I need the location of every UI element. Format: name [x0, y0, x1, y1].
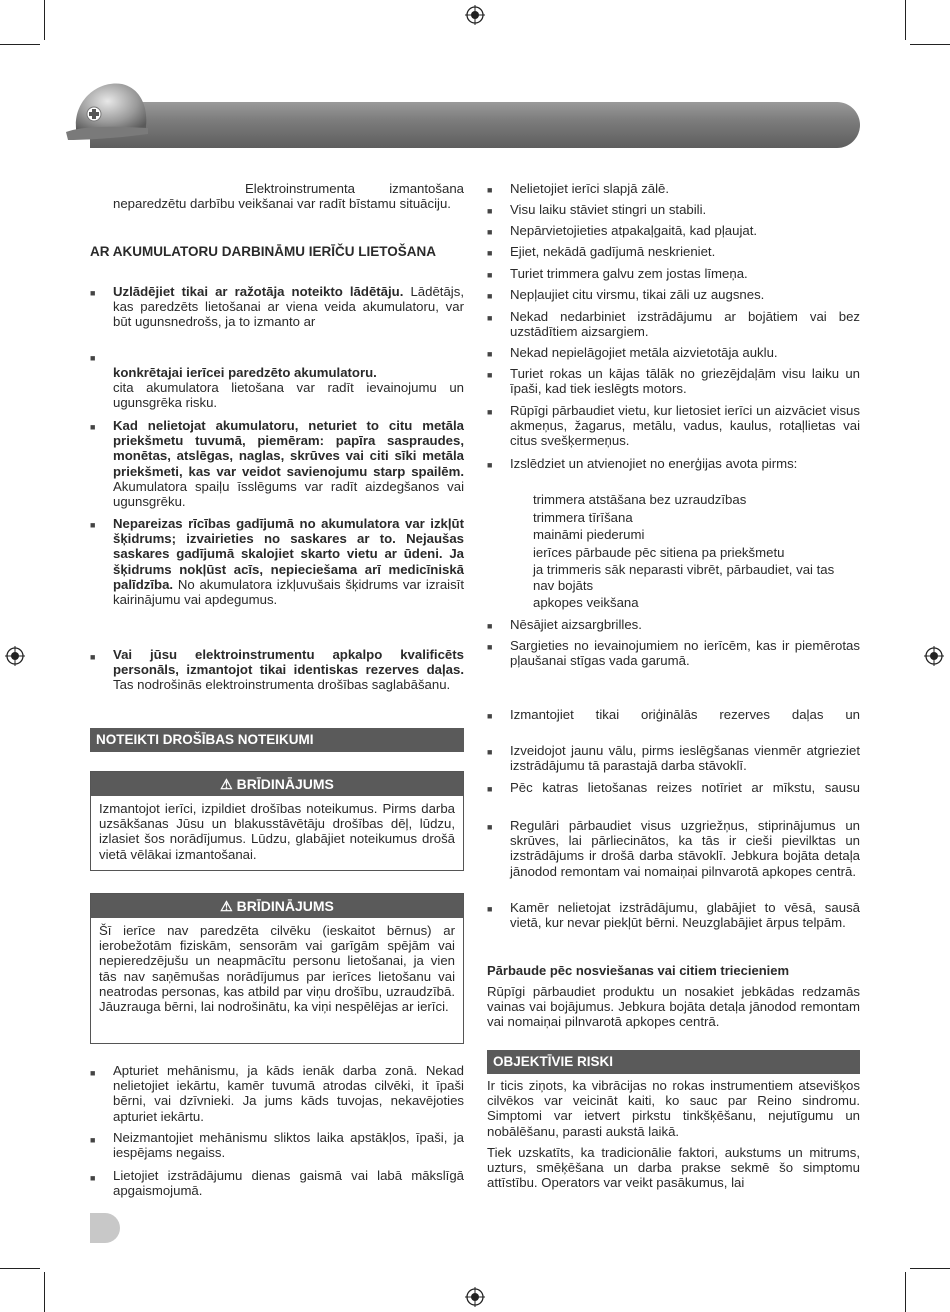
bullet-icon: ■: [487, 822, 493, 832]
bullet-icon: ■: [90, 1068, 96, 1078]
bullet-item: Izveidojot jaunu vālu, pirms ieslēgšanas vienmēr atgrieziet izstrādājumu tā parastajā darba stāvoklī.: [510, 743, 860, 774]
header-banner: [90, 102, 860, 148]
bullet-item: Sargieties no ievainojumiem no ierīcēm, kas ir piemērotas pļaušanai stīgas vada garumā.: [510, 638, 860, 669]
bullet-icon: ■: [90, 353, 96, 363]
check-paragraph: Rūpīgi pārbaudiet produktu un nosakiet jebkādas redzamās vainas vai bojājumus. Jebkura bojāta detaļa jānodod remontam vai nomaiņai pilnvarotā apkopes centrā.: [487, 984, 860, 1030]
bullet-item: Izslēdziet un atvienojiet no enerģijas avota pirms:: [510, 456, 798, 471]
bullet-item: Regulāri pārbaudiet visus uzgriežņus, stiprinājumus un skrūves, lai pārliecinātos, ka tās ir cieši pievilktas un izstrādājums ir drošā darba stāvoklī. Jebkura bojāta detaļa jānodod remontam vai nomaiņai pilnvarotā apkopes centrā.: [510, 818, 860, 879]
bullet-icon: ■: [90, 652, 96, 662]
sub-list-item: trimmera tīrīšana: [533, 509, 633, 525]
warning-text: Šī ierīce nav paredzēta cilvēku (ieskaitot bērnus) ar ierobežotām fiziskām, sensorām vai garīgām spējām vai nepieredzējušu un neapmācītu personu lietošanai, ja vien tās nav saņēmušas norādījumus par ierīces lietošanu vai neatrodas personas, kas atbild par viņu drošību, uzraudzībā. Jāuzrauga bērni, lai nodrošinātu, ka viņi nespēlējas ar ierīci.: [99, 923, 455, 1015]
bullet-item: Turiet trimmera galvu zem jostas līmeņa.: [510, 266, 748, 281]
registration-mark-icon: [465, 5, 485, 25]
bullet-item: Lietojiet izstrādājumu dienas gaismā vai labā mākslīgā apgaismojumā.: [113, 1168, 464, 1199]
crop-mark: [910, 1268, 950, 1269]
bullet-icon: ■: [487, 227, 493, 237]
warning-label: BRĪDINĀJUMS: [236, 898, 334, 914]
bullet-item: Rūpīgi pārbaudiet vietu, kur lietosiet ierīci un aizvāciet visus akmeņus, žagarus, metālu, vadus, kaulus, rotaļlietas vai citus svešķermeņus.: [510, 403, 860, 449]
crop-mark: [44, 1272, 45, 1312]
bullet-text: Tas nodrošinās elektroinstrumenta drošības saglabāšanu.: [113, 677, 451, 693]
warning-text: Izmantojot ierīci, izpildiet drošības noteikumus. Pirms darba uzsākšanas Jūsu un blakusstāvētāju drošības dēļ, lūdzu, izlasiet šos norādījumus. Lūdzu, glabājiet noteikumus drošā vietā vēlākai izmantošanai.: [99, 801, 455, 862]
bullet-icon: ■: [487, 313, 493, 323]
sub-list-item: apkopes veikšana: [533, 594, 639, 610]
bullet-item: Neizmantojiet mehānismu sliktos laika apstākļos, īpaši, ja iespējams negaiss.: [113, 1130, 464, 1161]
bullet-item: [113, 418, 464, 509]
check-heading: Pārbaude pēc nosviešanas vai citiem triecieniem: [487, 963, 790, 978]
sub-list-item: nav bojāts: [533, 577, 594, 593]
warning-icon: ⚠: [220, 776, 233, 792]
bullet-icon: ■: [487, 904, 493, 914]
bullet-bold-text: Kad nelietojat akumulatoru, neturiet to citu metāla priekšmetu tuvumā, piemēram: papīra saspraudes, monētas, atslēgas, naglas, skrūves vai citi sīki metāla priekšmeti, kas var veidot savienojumu starp spailēm.: [113, 418, 464, 479]
bullet-icon: ■: [90, 1135, 96, 1145]
bullet-text: cita akumulatora lietošana var radīt ievainojumu un ugunsgrēka risku.: [113, 380, 464, 411]
bullet-item: Nēsājiet aizsargbrilles.: [510, 617, 642, 632]
bullet-item: Turiet rokas un kājas tālāk no griezējdaļām visu laiku un īpaši, kad tiek ieslēgts motors.: [510, 366, 860, 397]
bullet-icon: ■: [90, 422, 96, 432]
warning-icon: ⚠: [220, 898, 233, 914]
bullet-bold-text: konkrētajai ierīcei paredzēto akumulatoru.: [113, 365, 377, 380]
sub-list-item: maināmi piederumi: [533, 527, 645, 543]
crop-mark: [910, 44, 950, 45]
bullet-icon: ■: [487, 784, 493, 794]
bullet-item: Izmantojiet tikai oriģinālās rezerves daļas un: [510, 707, 860, 722]
warning-box: [90, 893, 464, 1044]
page-number-tab: [90, 1213, 120, 1243]
bullet-icon: ■: [487, 460, 493, 470]
sub-list: [533, 491, 860, 611]
risks-paragraph: Tiek uzskatīts, ka tradicionālie faktori, aukstums un mitrums, uzturs, smēķēšana un darba prakse sekmē šo simptomu attīstību. Operators var veikt pasākumus, lai: [487, 1145, 860, 1191]
battery-section-heading: AR AKUMULATORU DARBINĀMU IERĪČU LIETOŠANA: [90, 244, 436, 259]
bullet-icon: ■: [487, 349, 493, 359]
risks-paragraph: Ir ticis ziņots, ka vibrācijas no rokas instrumentiem atsevišķos cilvēkos var veicināt kaiti, ko sauc par Reino sindromu. Simptomi var ietvert pirkstu tinkšķēšanu, nejutīgumu un nobālēšanu, parasti aukstā laikā.: [487, 1078, 860, 1139]
intro-paragraph: Elektroinstrumenta izmantošana neparedzētu darbību veikšanai var radīt bīstamu situāciju.: [113, 181, 464, 212]
bullet-icon: ■: [487, 370, 493, 380]
sub-list-item: ierīces pārbaude pēc sitiena pa priekšmetu: [533, 544, 785, 560]
bullet-icon: ■: [90, 520, 96, 530]
registration-mark-icon: [465, 1287, 485, 1307]
rules-section-heading: NOTEIKTI DROŠĪBAS NOTEIKUMI: [90, 728, 464, 752]
bullet-item: Nekad nepielāgojiet metāla aizvietotāja auklu.: [510, 345, 778, 360]
warning-header: [91, 894, 463, 918]
bullet-item: Pēc katras lietošanas reizes notīriet ar mīkstu, sausu: [510, 780, 860, 795]
sub-list-item: trimmera atstāšana bez uzraudzības: [533, 492, 747, 507]
warning-label: BRĪDINĀJUMS: [236, 776, 334, 792]
bullet-bold-text: Uzlādējiet tikai ar ražotāja noteikto lādētāju.: [113, 284, 404, 299]
bullet-item: Nepārvietojieties atpakaļgaitā, kad pļaujat.: [510, 223, 758, 238]
bullet-icon: ■: [90, 288, 96, 298]
bullet-item: [113, 284, 464, 330]
bullet-text: No akumulatora izkļuvušais šķidrums var izraisīt kairinājumu vai apdegumus.: [113, 576, 465, 608]
crop-mark: [905, 0, 906, 40]
bullet-icon: ■: [487, 621, 493, 631]
warning-box: [90, 771, 464, 871]
bullet-icon: ■: [487, 185, 493, 195]
bullet-bold-text: Vai jūsu elektroinstrumentu apkalpo kvalificēts personāls, izmantojot tikai identiskas rezerves daļas.: [113, 647, 464, 678]
bullet-item: Apturiet mehānismu, ja kāds ienāk darba zonā. Nekad nelietojiet iekārtu, kamēr tuvumā atrodas cilvēki, it īpaši bērni, vai dzīvnieki. Ja jums kāds tuvojas, nekavējoties apturiet iekārtu.: [113, 1063, 464, 1124]
crop-mark: [905, 1272, 906, 1312]
bullet-item: [113, 516, 464, 607]
bullet-item: Nelietojiet ierīci slapjā zālē.: [510, 181, 670, 196]
bullet-icon: ■: [487, 270, 493, 280]
bullet-item: Kamēr nelietojat izstrādājumu, glabājiet to vēsā, sausā vietā, kur nevar piekļūt bērni. Neuzglabājiet ārpus telpām.: [510, 900, 860, 931]
bullet-item: [113, 365, 464, 411]
warning-header: [91, 772, 463, 796]
bullet-icon: ■: [487, 711, 493, 721]
bullet-text: Akumulatora spaiļu īsslēgums var radīt aizdegšanos vai ugunsgrēku.: [113, 478, 464, 510]
bullet-icon: ■: [487, 206, 493, 216]
registration-mark-icon: [924, 646, 944, 666]
bullet-item: Nekad nedarbiniet izstrādājumu ar bojātiem vai bez uzstādītiem aizsargiem.: [510, 309, 860, 340]
bullet-icon: ■: [487, 291, 493, 301]
crop-mark: [0, 44, 40, 45]
bullet-icon: ■: [90, 1173, 96, 1183]
bullet-icon: ■: [487, 747, 493, 757]
crop-mark: [44, 0, 45, 40]
bullet-item: Ejiet, nekādā gadījumā neskrieniet.: [510, 244, 716, 259]
bullet-item: Visu laiku stāviet stingri un stabili.: [510, 202, 707, 217]
risks-section-heading: OBJEKTĪVIE RISKI: [487, 1050, 860, 1074]
bullet-icon: ■: [487, 407, 493, 417]
bullet-bold-text: Nepareizas rīcības gadījumā no akumulatora var izkļūt šķidrums; izvairieties no saskares ar to. Nejaušas saskares gadījumā skalojiet skarto vietu ar ūdeni. Ja šķidrums nokļūst acīs, nepieciešama arī medicīniskā palīdzība.: [113, 516, 464, 592]
bullet-item: Nepļaujiet citu virsmu, tikai zāli uz augsnes.: [510, 287, 765, 302]
crop-mark: [0, 1268, 40, 1269]
bullet-text: Lādētājs, kas paredzēts lietošanai ar viena veida akumulatoru, var būt ugunsnedrošs, ja to izmanto ar: [113, 284, 464, 330]
bullet-item: [113, 647, 464, 693]
bullet-icon: ■: [487, 248, 493, 258]
safety-helmet-icon: [62, 72, 152, 152]
bullet-icon: ■: [487, 642, 493, 652]
sub-list-item: ja trimmeris sāk neparasti vibrēt, pārbaudiet, vai tas: [533, 562, 835, 578]
registration-mark-icon: [5, 646, 25, 666]
